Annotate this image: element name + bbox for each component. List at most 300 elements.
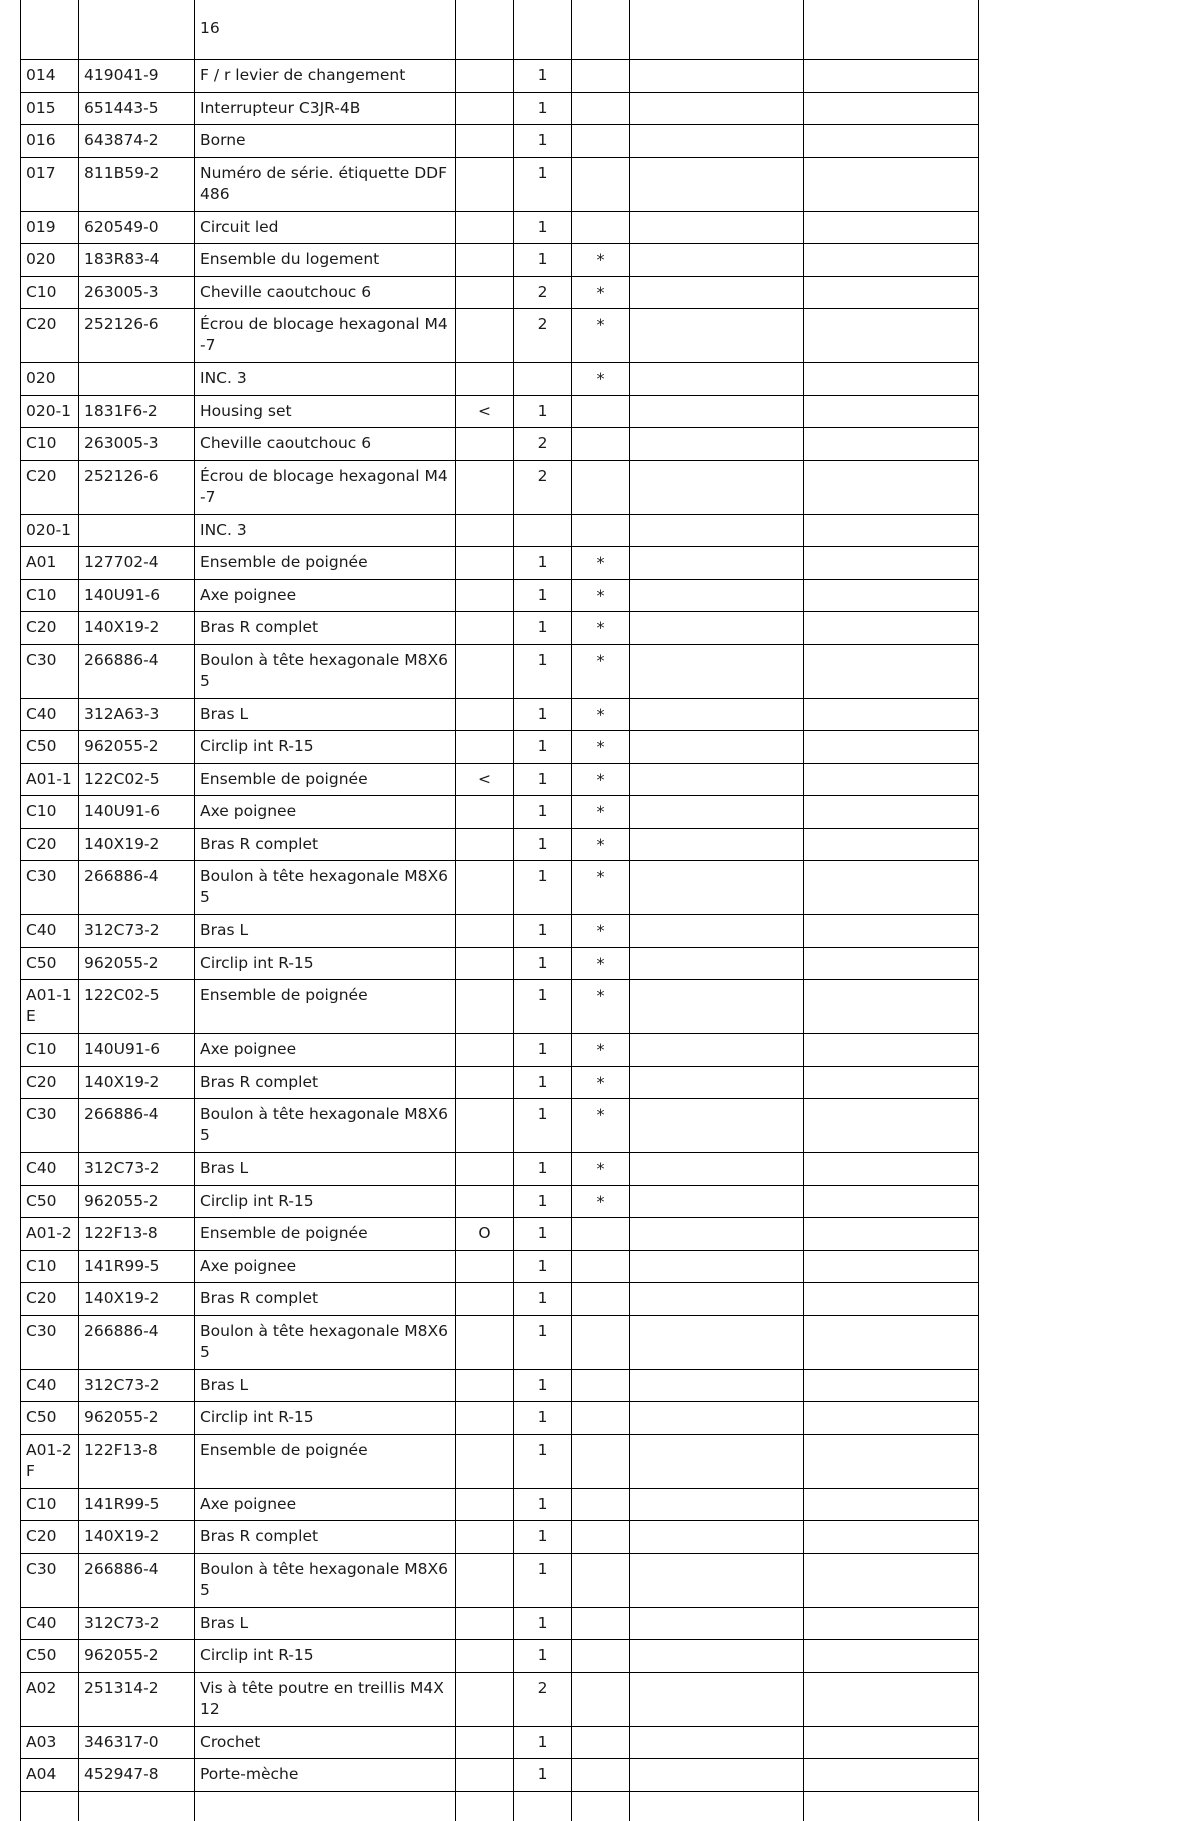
part-number-cell: 962055-2	[79, 1640, 195, 1673]
quantity-cell: 1	[514, 1034, 572, 1067]
quantity-cell: 1	[514, 1402, 572, 1435]
item-number-cell: 016	[21, 125, 79, 158]
description-cell: Bras L	[195, 1369, 456, 1402]
quantity-cell: 1	[514, 861, 572, 915]
quantity-cell: 1	[514, 1553, 572, 1607]
note-cell	[572, 1640, 630, 1673]
quantity-cell: 1	[514, 1283, 572, 1316]
note-cell: *	[572, 861, 630, 915]
change-mark-cell	[456, 1283, 514, 1316]
description-cell: 16	[195, 0, 456, 60]
note-cell: *	[572, 1153, 630, 1186]
extra-cell-2	[804, 0, 979, 60]
description-cell: Axe poignee	[195, 1034, 456, 1067]
item-number-cell: 019	[21, 211, 79, 244]
description-cell: Boulon à tête hexagonale M8X65	[195, 1099, 456, 1153]
change-mark-cell	[456, 828, 514, 861]
part-number-cell: 312C73-2	[79, 1369, 195, 1402]
description-cell: Circlip int R-15	[195, 1185, 456, 1218]
note-cell: *	[572, 698, 630, 731]
change-mark-cell	[456, 1402, 514, 1435]
extra-cell-1	[630, 828, 804, 861]
change-mark-cell	[456, 1434, 514, 1488]
item-number-cell: C20	[21, 1283, 79, 1316]
quantity-cell: 1	[514, 579, 572, 612]
table-row	[21, 1066, 979, 1099]
item-number-cell	[21, 1791, 79, 1821]
item-number-cell: C50	[21, 1640, 79, 1673]
item-number-cell: C50	[21, 1402, 79, 1435]
note-cell	[572, 1250, 630, 1283]
extra-cell-2	[804, 1066, 979, 1099]
table-row	[21, 796, 979, 829]
change-mark-cell	[456, 1726, 514, 1759]
extra-cell-2	[804, 125, 979, 158]
extra-cell-1	[630, 796, 804, 829]
table-row	[21, 1099, 979, 1153]
note-cell: *	[572, 579, 630, 612]
part-number-cell: 140X19-2	[79, 1066, 195, 1099]
quantity-cell: 1	[514, 1726, 572, 1759]
extra-cell-2	[804, 1283, 979, 1316]
note-cell	[572, 125, 630, 158]
item-number-cell: C30	[21, 644, 79, 698]
item-number-cell: C20	[21, 460, 79, 514]
quantity-cell: 1	[514, 644, 572, 698]
note-cell	[572, 60, 630, 93]
change-mark-cell	[456, 644, 514, 698]
note-cell	[572, 1283, 630, 1316]
note-cell: *	[572, 1099, 630, 1153]
extra-cell-2	[804, 514, 979, 547]
quantity-cell: 2	[514, 428, 572, 461]
part-number-cell: 1831F6-2	[79, 395, 195, 428]
description-cell: Borne	[195, 125, 456, 158]
item-number-cell: C30	[21, 1315, 79, 1369]
table-row	[21, 92, 979, 125]
part-number-cell	[79, 363, 195, 396]
note-cell: *	[572, 244, 630, 277]
description-cell: Bras R complet	[195, 828, 456, 861]
note-cell	[572, 514, 630, 547]
extra-cell-1	[630, 861, 804, 915]
change-mark-cell	[456, 276, 514, 309]
table-row	[21, 460, 979, 514]
description-cell: Boulon à tête hexagonale M8X65	[195, 644, 456, 698]
quantity-cell: 1	[514, 1607, 572, 1640]
table-row	[21, 244, 979, 277]
quantity-cell: 1	[514, 1521, 572, 1554]
table-row	[21, 0, 979, 60]
extra-cell-1	[630, 915, 804, 948]
description-cell: Ensemble du logement	[195, 244, 456, 277]
item-number-cell: A01-1E	[21, 980, 79, 1034]
change-mark-cell	[456, 1153, 514, 1186]
description-cell: Ensemble de poignée	[195, 547, 456, 580]
item-number-cell: C40	[21, 1369, 79, 1402]
part-number-cell: 140U91-6	[79, 796, 195, 829]
note-cell	[572, 1726, 630, 1759]
extra-cell-2	[804, 1759, 979, 1792]
quantity-cell: 1	[514, 828, 572, 861]
extra-cell-1	[630, 980, 804, 1034]
change-mark-cell	[456, 514, 514, 547]
part-number-cell: 140X19-2	[79, 612, 195, 645]
extra-cell-2	[804, 1402, 979, 1435]
description-cell: Porte-mèche	[195, 1759, 456, 1792]
note-cell: *	[572, 763, 630, 796]
extra-cell-1	[630, 947, 804, 980]
part-number-cell: 122F13-8	[79, 1218, 195, 1251]
parts-list-table	[20, 0, 979, 1821]
table-row	[21, 276, 979, 309]
item-number-cell: C20	[21, 1066, 79, 1099]
change-mark-cell	[456, 1066, 514, 1099]
description-cell: Bras L	[195, 1153, 456, 1186]
description-cell: Axe poignee	[195, 579, 456, 612]
extra-cell-1	[630, 1607, 804, 1640]
quantity-cell: 1	[514, 1434, 572, 1488]
description-cell: Bras R complet	[195, 1521, 456, 1554]
table-row	[21, 1250, 979, 1283]
extra-cell-2	[804, 276, 979, 309]
note-cell: *	[572, 1185, 630, 1218]
table-row	[21, 644, 979, 698]
quantity-cell: 1	[514, 915, 572, 948]
extra-cell-1	[630, 1521, 804, 1554]
change-mark-cell	[456, 460, 514, 514]
extra-cell-2	[804, 460, 979, 514]
table-row	[21, 1315, 979, 1369]
description-cell: Ensemble de poignée	[195, 763, 456, 796]
item-number-cell: C10	[21, 579, 79, 612]
quantity-cell: 1	[514, 244, 572, 277]
extra-cell-2	[804, 363, 979, 396]
part-number-cell: 140U91-6	[79, 579, 195, 612]
extra-cell-2	[804, 1099, 979, 1153]
table-row	[21, 125, 979, 158]
extra-cell-2	[804, 92, 979, 125]
note-cell: *	[572, 980, 630, 1034]
item-number-cell: C50	[21, 1185, 79, 1218]
part-number-cell: 312C73-2	[79, 915, 195, 948]
extra-cell-2	[804, 763, 979, 796]
change-mark-cell	[456, 60, 514, 93]
extra-cell-1	[630, 579, 804, 612]
quantity-cell: 1	[514, 1315, 572, 1369]
extra-cell-1	[630, 309, 804, 363]
extra-cell-1	[630, 0, 804, 60]
item-number-cell	[21, 0, 79, 60]
quantity-cell: 1	[514, 92, 572, 125]
quantity-cell: 1	[514, 547, 572, 580]
change-mark-cell	[456, 157, 514, 211]
description-cell: Ensemble de poignée	[195, 1434, 456, 1488]
quantity-cell: 2	[514, 276, 572, 309]
change-mark-cell	[456, 947, 514, 980]
extra-cell-2	[804, 1607, 979, 1640]
item-number-cell: 020-1	[21, 514, 79, 547]
extra-cell-2	[804, 579, 979, 612]
note-cell	[572, 1521, 630, 1554]
change-mark-cell	[456, 1488, 514, 1521]
description-cell: INC. 3	[195, 514, 456, 547]
part-number-cell	[79, 514, 195, 547]
change-mark-cell	[456, 363, 514, 396]
quantity-cell: 2	[514, 309, 572, 363]
quantity-cell: 1	[514, 698, 572, 731]
table-row	[21, 1553, 979, 1607]
extra-cell-1	[630, 731, 804, 764]
table-row	[21, 428, 979, 461]
description-cell: Bras L	[195, 915, 456, 948]
extra-cell-1	[630, 612, 804, 645]
quantity-cell: 2	[514, 1672, 572, 1726]
extra-cell-2	[804, 1315, 979, 1369]
extra-cell-2	[804, 1521, 979, 1554]
table-row	[21, 395, 979, 428]
change-mark-cell	[456, 1369, 514, 1402]
table-row	[21, 1726, 979, 1759]
extra-cell-2	[804, 698, 979, 731]
note-cell	[572, 1488, 630, 1521]
change-mark-cell	[456, 92, 514, 125]
note-cell: *	[572, 547, 630, 580]
item-number-cell: C10	[21, 428, 79, 461]
item-number-cell: A01	[21, 547, 79, 580]
note-cell	[572, 1672, 630, 1726]
item-number-cell: A02	[21, 1672, 79, 1726]
change-mark-cell	[456, 1099, 514, 1153]
part-number-cell	[79, 0, 195, 60]
note-cell: *	[572, 796, 630, 829]
extra-cell-2	[804, 947, 979, 980]
quantity-cell: 1	[514, 980, 572, 1034]
part-number-cell: 263005-3	[79, 276, 195, 309]
description-cell: Circuit led	[195, 211, 456, 244]
change-mark-cell	[456, 980, 514, 1034]
note-cell	[572, 395, 630, 428]
table-row	[21, 514, 979, 547]
note-cell	[572, 1759, 630, 1792]
change-mark-cell	[456, 1521, 514, 1554]
description-cell: Axe poignee	[195, 1488, 456, 1521]
part-number-cell: 811B59-2	[79, 157, 195, 211]
item-number-cell: 017	[21, 157, 79, 211]
part-number-cell: 312C73-2	[79, 1153, 195, 1186]
table-row	[21, 763, 979, 796]
quantity-cell: 1	[514, 125, 572, 158]
part-number-cell: 122C02-5	[79, 980, 195, 1034]
change-mark-cell	[456, 1791, 514, 1821]
note-cell	[572, 1434, 630, 1488]
table-row	[21, 698, 979, 731]
extra-cell-2	[804, 1218, 979, 1251]
note-cell	[572, 1369, 630, 1402]
item-number-cell: A04	[21, 1759, 79, 1792]
extra-cell-1	[630, 1726, 804, 1759]
quantity-cell: 1	[514, 157, 572, 211]
item-number-cell: A03	[21, 1726, 79, 1759]
extra-cell-1	[630, 1153, 804, 1186]
extra-cell-1	[630, 460, 804, 514]
description-cell: Vis à tête poutre en treillis M4X12	[195, 1672, 456, 1726]
table-row	[21, 1488, 979, 1521]
item-number-cell: A01-2F	[21, 1434, 79, 1488]
change-mark-cell	[456, 428, 514, 461]
extra-cell-1	[630, 276, 804, 309]
table-row	[21, 211, 979, 244]
part-number-cell: 266886-4	[79, 644, 195, 698]
part-number-cell: 252126-6	[79, 309, 195, 363]
part-number-cell: 346317-0	[79, 1726, 195, 1759]
description-cell: Interrupteur C3JR-4B	[195, 92, 456, 125]
item-number-cell: C50	[21, 947, 79, 980]
note-cell: *	[572, 644, 630, 698]
extra-cell-1	[630, 1672, 804, 1726]
extra-cell-1	[630, 644, 804, 698]
extra-cell-1	[630, 1066, 804, 1099]
part-number-cell: 419041-9	[79, 60, 195, 93]
quantity-cell: 2	[514, 460, 572, 514]
change-mark-cell: O	[456, 1218, 514, 1251]
description-cell: Ensemble de poignée	[195, 980, 456, 1034]
extra-cell-2	[804, 828, 979, 861]
description-cell: INC. 3	[195, 363, 456, 396]
item-number-cell: C40	[21, 698, 79, 731]
extra-cell-2	[804, 547, 979, 580]
item-number-cell: 020	[21, 244, 79, 277]
note-cell	[572, 460, 630, 514]
part-number-cell: 122F13-8	[79, 1434, 195, 1488]
item-number-cell: A01-1	[21, 763, 79, 796]
change-mark-cell: <	[456, 763, 514, 796]
table-row	[21, 579, 979, 612]
note-cell: *	[572, 363, 630, 396]
extra-cell-2	[804, 644, 979, 698]
quantity-cell: 1	[514, 1185, 572, 1218]
change-mark-cell	[456, 0, 514, 60]
extra-cell-2	[804, 1488, 979, 1521]
item-number-cell: C10	[21, 1250, 79, 1283]
table-row	[21, 363, 979, 396]
change-mark-cell	[456, 547, 514, 580]
extra-cell-2	[804, 1553, 979, 1607]
note-cell: *	[572, 276, 630, 309]
extra-cell-2	[804, 1726, 979, 1759]
note-cell	[572, 1553, 630, 1607]
quantity-cell	[514, 363, 572, 396]
extra-cell-2	[804, 731, 979, 764]
part-number-cell: 122C02-5	[79, 763, 195, 796]
description-cell: Ensemble de poignée	[195, 1218, 456, 1251]
change-mark-cell: <	[456, 395, 514, 428]
table-row	[21, 1759, 979, 1792]
change-mark-cell	[456, 1315, 514, 1369]
table-row	[21, 1607, 979, 1640]
change-mark-cell	[456, 698, 514, 731]
item-number-cell: C20	[21, 309, 79, 363]
quantity-cell: 1	[514, 796, 572, 829]
description-cell: Axe poignee	[195, 1250, 456, 1283]
table-row	[21, 547, 979, 580]
table-row	[21, 612, 979, 645]
description-cell: Bras R complet	[195, 612, 456, 645]
part-number-cell: 183R83-4	[79, 244, 195, 277]
extra-cell-1	[630, 125, 804, 158]
quantity-cell: 1	[514, 60, 572, 93]
description-cell: Numéro de série. étiquette DDF486	[195, 157, 456, 211]
note-cell: *	[572, 731, 630, 764]
item-number-cell: 015	[21, 92, 79, 125]
item-number-cell: C10	[21, 1034, 79, 1067]
quantity-cell: 1	[514, 731, 572, 764]
table-row	[21, 1402, 979, 1435]
note-cell: *	[572, 612, 630, 645]
note-cell	[572, 1218, 630, 1251]
extra-cell-1	[630, 763, 804, 796]
note-cell	[572, 0, 630, 60]
extra-cell-2	[804, 861, 979, 915]
extra-cell-1	[630, 1099, 804, 1153]
item-number-cell: C30	[21, 1099, 79, 1153]
extra-cell-1	[630, 1369, 804, 1402]
note-cell	[572, 157, 630, 211]
extra-cell-2	[804, 1672, 979, 1726]
change-mark-cell	[456, 579, 514, 612]
extra-cell-2	[804, 60, 979, 93]
change-mark-cell	[456, 1759, 514, 1792]
description-cell: F / r levier de changement	[195, 60, 456, 93]
quantity-cell: 1	[514, 1099, 572, 1153]
part-number-cell: 141R99-5	[79, 1488, 195, 1521]
note-cell	[572, 1402, 630, 1435]
change-mark-cell	[456, 1553, 514, 1607]
extra-cell-2	[804, 1791, 979, 1821]
note-cell: *	[572, 828, 630, 861]
quantity-cell: 1	[514, 1369, 572, 1402]
item-number-cell: C10	[21, 1488, 79, 1521]
change-mark-cell	[456, 796, 514, 829]
part-number-cell: 651443-5	[79, 92, 195, 125]
item-number-cell: 020-1	[21, 395, 79, 428]
description-cell: Bras R complet	[195, 1066, 456, 1099]
part-number-cell	[79, 1791, 195, 1821]
description-cell: Circlip int R-15	[195, 1402, 456, 1435]
table-row	[21, 731, 979, 764]
extra-cell-1	[630, 547, 804, 580]
change-mark-cell	[456, 125, 514, 158]
extra-cell-1	[630, 1034, 804, 1067]
extra-cell-2	[804, 1153, 979, 1186]
table-row	[21, 861, 979, 915]
table-row	[21, 1640, 979, 1673]
part-number-cell: 266886-4	[79, 1099, 195, 1153]
quantity-cell: 1	[514, 395, 572, 428]
change-mark-cell	[456, 612, 514, 645]
part-number-cell: 312A63-3	[79, 698, 195, 731]
extra-cell-1	[630, 1640, 804, 1673]
item-number-cell: C40	[21, 915, 79, 948]
change-mark-cell	[456, 731, 514, 764]
item-number-cell: C50	[21, 731, 79, 764]
table-row	[21, 828, 979, 861]
table-row	[21, 980, 979, 1034]
description-cell: Cheville caoutchouc 6	[195, 428, 456, 461]
quantity-cell	[514, 514, 572, 547]
change-mark-cell	[456, 244, 514, 277]
extra-cell-1	[630, 157, 804, 211]
